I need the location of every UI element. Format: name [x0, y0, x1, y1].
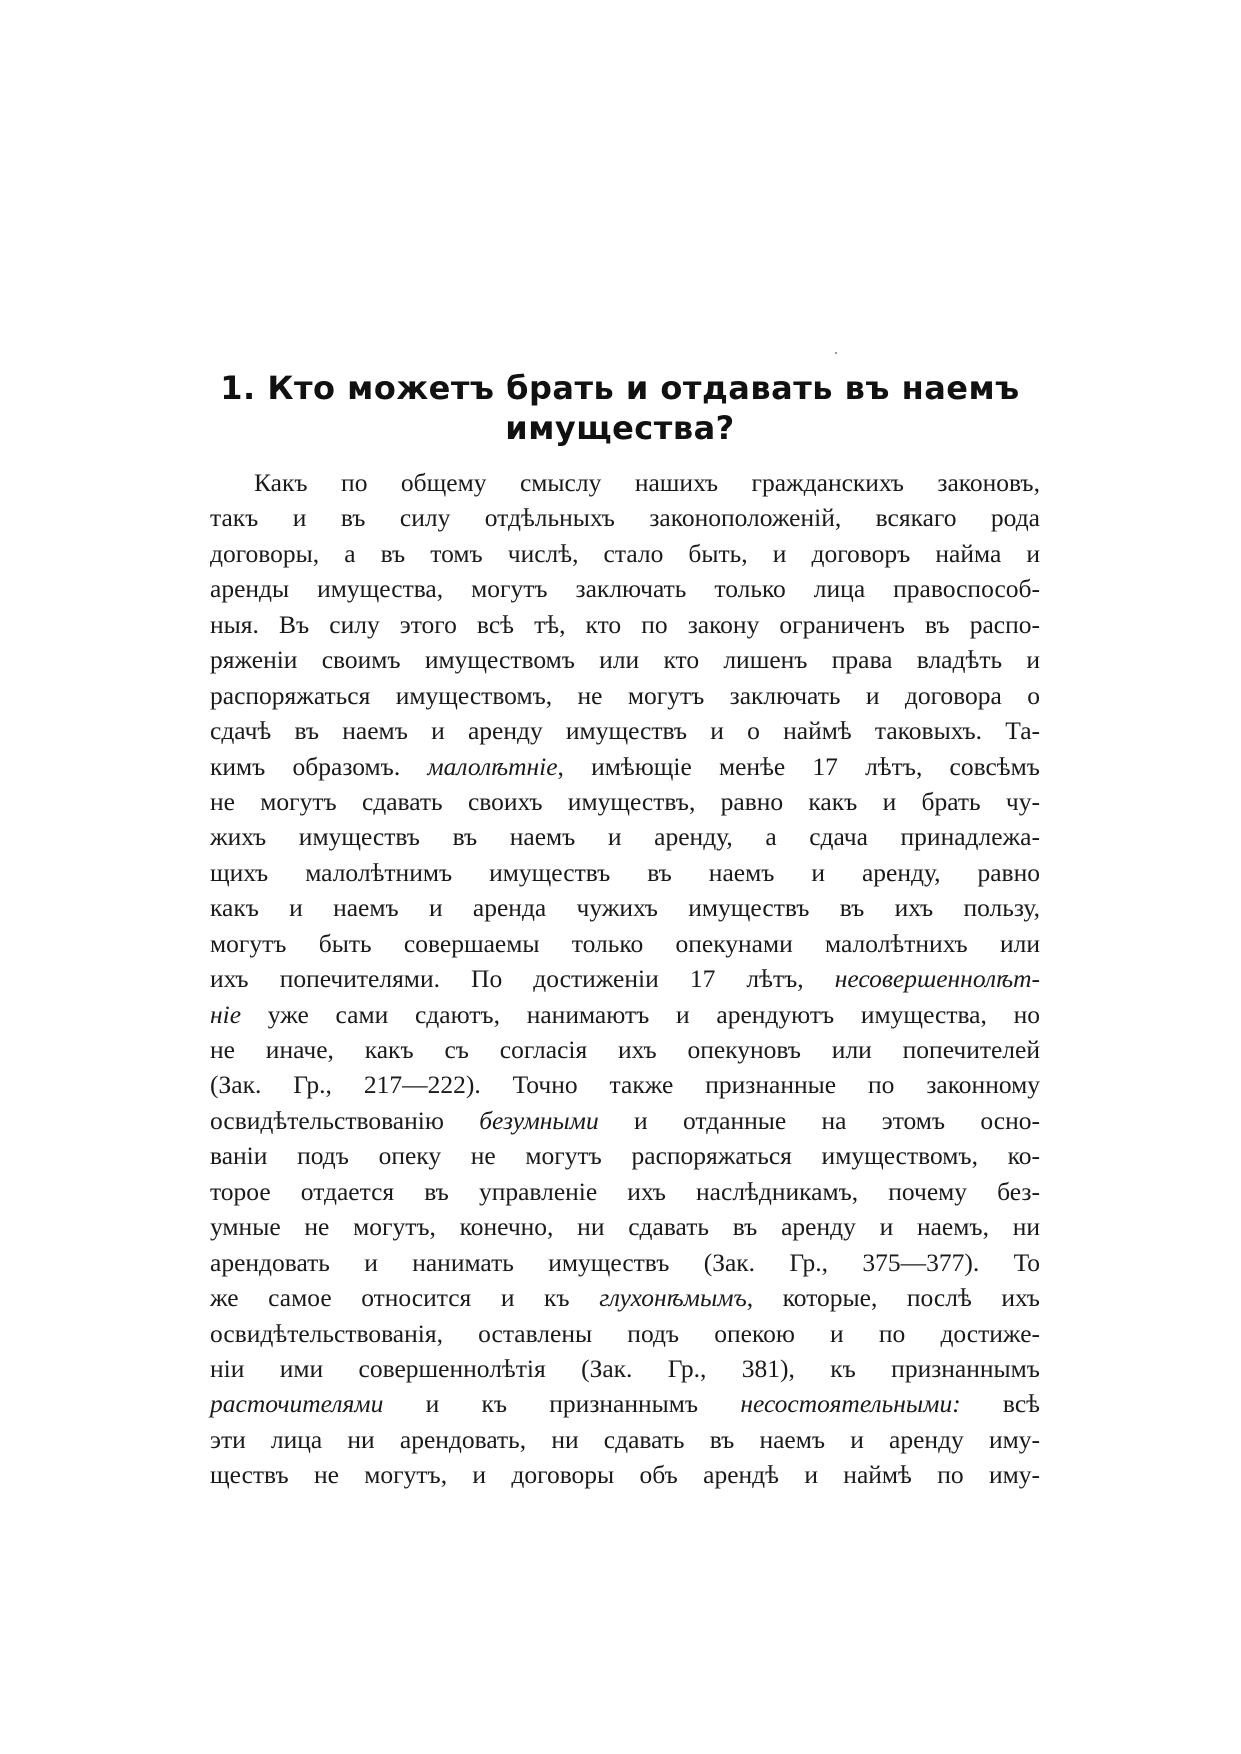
text-line: [210, 1280, 1040, 1315]
text-run: какъ и наемъ и аренда чужихъ имуществъ въ ихъ пользу,: [210, 893, 1040, 923]
text-line: [210, 1138, 1040, 1173]
text-line: [210, 536, 1040, 571]
italic-term: безумными: [479, 1105, 599, 1135]
text-run: не иначе, какъ съ согласія ихъ опекуновъ или попечителей: [210, 1035, 1040, 1064]
text-run: освидѣтельствованію: [210, 1105, 480, 1135]
text-line: [210, 1457, 1040, 1492]
text-line: [210, 1422, 1040, 1457]
text-run: эти лица ни арендовать, ни сдавать въ наемъ и аренду иму-: [210, 1424, 1040, 1454]
text-run: , имѣющіе менѣе 17 лѣтъ, совсѣмъ: [557, 751, 1040, 781]
text-line: [210, 997, 1040, 1032]
text-run: всѣ: [960, 1389, 1040, 1419]
print-speck: [835, 352, 837, 354]
italic-term: несовершеннолѣт-: [834, 964, 1040, 994]
text-line: [210, 855, 1040, 890]
italic-term: глухонѣмымъ: [599, 1283, 747, 1313]
text-line: [210, 1032, 1040, 1067]
text-line: [210, 961, 1040, 996]
text-line: [210, 713, 1040, 748]
text-run: аренды имущества, могутъ заключать только лица правоспособ-: [210, 574, 1040, 604]
text-run: и отданные на этомъ осно-: [598, 1105, 1040, 1135]
section-heading: [200, 368, 1040, 448]
text-run: уже сами сдаютъ, нанимаютъ и арендуютъ имущества, но: [241, 999, 1040, 1029]
text-run: ряженіи своимъ имуществомъ или кто лишенъ права владѣть и: [210, 645, 1040, 675]
text-line: [210, 642, 1040, 677]
text-line: [210, 784, 1040, 819]
text-line: [210, 1245, 1040, 1280]
text-run: ществъ не могутъ, и договоры объ арендѣ и наймѣ по иму-: [210, 1460, 1040, 1490]
italic-term: несостоятельными:: [740, 1389, 961, 1419]
text-line: [210, 1174, 1040, 1209]
text-run: же самое относится и къ: [210, 1283, 600, 1313]
text-line: [210, 607, 1040, 642]
text-run: жихъ имуществъ въ наемъ и аренду, а сдача принадлежа-: [210, 822, 1040, 852]
text-run: умные не могутъ, конечно, ни сдавать въ аренду и наемъ, ни: [210, 1212, 1040, 1242]
text-line: [210, 819, 1040, 854]
text-line: [210, 1351, 1040, 1386]
text-run: ваніи подъ опеку не могутъ распоряжаться имуществомъ, ко-: [210, 1141, 1040, 1171]
text-run: договоры, а въ томъ числѣ, стало быть, и договоръ найма и: [210, 538, 1040, 568]
text-run: кимъ образомъ.: [210, 751, 428, 781]
text-run: сдачѣ въ наемъ и аренду имуществъ и о наймѣ таковыхъ. Та-: [210, 716, 1040, 746]
text-run: могутъ быть совершаемы только опекунами малолѣтнихъ или: [210, 928, 1040, 958]
italic-term: малолѣтніе: [427, 751, 558, 781]
italic-term: расточителями: [210, 1389, 384, 1419]
text-run: щихъ малолѣтнимъ имуществъ въ наемъ и аренду, равно: [210, 857, 1040, 887]
text-run: ихъ попечителями. По достиженіи 17 лѣтъ,: [210, 964, 835, 994]
body-paragraph: [210, 465, 1040, 1493]
italic-term: ніе: [210, 999, 242, 1029]
text-run: такъ и въ силу отдѣльныхъ законоположеній, всякаго рода: [210, 503, 1040, 533]
text-run: не могутъ сдавать своихъ имуществъ, равно какъ и брать чу-: [210, 786, 1040, 816]
heading-line-1: 1. Кто можетъ брать и отдавать въ наемъ: [220, 369, 1020, 407]
text-line: [210, 1067, 1040, 1102]
text-line: [210, 678, 1040, 713]
text-run: ныя. Въ силу этого всѣ тѣ, кто по закону ограниченъ въ распо-: [210, 609, 1040, 639]
text-line: [210, 1316, 1040, 1351]
heading-line-2: имущества?: [505, 409, 735, 447]
text-run: Какъ по общему смыслу нашихъ гражданскихъ законовъ,: [254, 468, 1040, 497]
text-run: ніи ими совершеннолѣтія (Зак. Гр., 381), къ признаннымъ: [210, 1353, 1040, 1383]
text-run: распоряжаться имуществомъ, не могутъ заключать и договора о: [210, 680, 1040, 710]
text-run: и къ признаннымъ: [383, 1389, 741, 1419]
text-line: [210, 749, 1040, 784]
text-line: [210, 890, 1040, 925]
text-run: арендовать и нанимать имуществъ (Зак. Гр., 375—377). То: [210, 1247, 1040, 1277]
text-line: [210, 1386, 1040, 1421]
text-line: [210, 465, 1040, 500]
text-line: [210, 1103, 1040, 1138]
text-line: [210, 571, 1040, 606]
text-run: освидѣтельствованія, оставлены подъ опекою и по достиже-: [210, 1318, 1040, 1348]
text-run: (Зак. Гр., 217—222). Точно также признанные по законному: [210, 1070, 1040, 1100]
text-line: [210, 500, 1040, 535]
text-line: [210, 1209, 1040, 1244]
text-run: торое отдается въ управленіе ихъ наслѣдникамъ, почему без-: [210, 1176, 1040, 1206]
text-line: [210, 926, 1040, 961]
text-run: , которые, послѣ ихъ: [746, 1283, 1040, 1313]
